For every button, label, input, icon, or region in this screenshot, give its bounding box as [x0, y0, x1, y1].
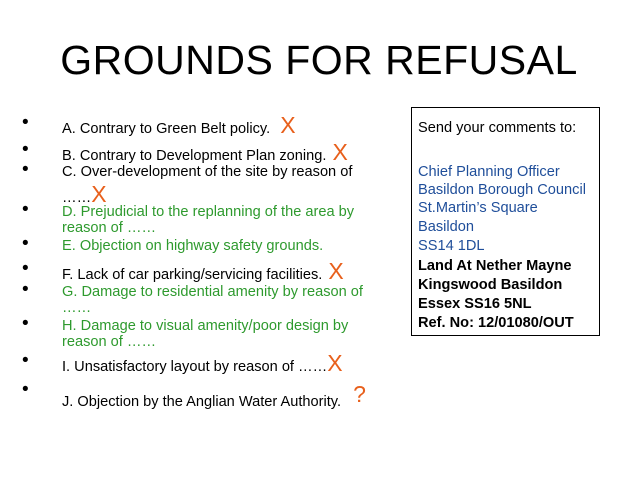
bullet-icon: • [22, 233, 29, 254]
bullet-icon: • [22, 279, 29, 300]
ground-c-line2: …… [62, 190, 92, 206]
site-line: Land At Nether Mayne [418, 258, 572, 274]
site-line: Kingswood Basildon [418, 277, 563, 293]
address-line: Chief Planning Officer [418, 164, 560, 180]
address-line: St.Martin’s Square [418, 200, 538, 216]
ground-h-line2: reason of …… [62, 334, 157, 350]
ground-a-mark: X [280, 112, 296, 138]
ground-i-mark: X [327, 350, 343, 376]
site-line: Essex SS16 5NL [418, 296, 532, 312]
ground-c-line1: C. Over-development of the site by reason of [62, 164, 353, 180]
ground-f-text: F. Lack of car parking/servicing facilities. [62, 267, 323, 283]
address-line: Basildon [418, 219, 474, 235]
reference-number: Ref. No: 12/01080/OUT [418, 315, 574, 331]
comments-box [411, 107, 600, 336]
ground-g-line2: …… [62, 300, 92, 316]
ground-a-text: A. Contrary to Green Belt policy. [62, 121, 271, 137]
ground-d-line2: reason of …… [62, 220, 157, 236]
ground-b-mark: X [332, 139, 348, 165]
page-title: GROUNDS FOR REFUSAL [60, 37, 578, 83]
ground-j-text: J. Objection by the Anglian Water Authority. [62, 394, 342, 410]
bullet-icon: • [22, 350, 29, 371]
bullet-icon: • [22, 139, 29, 160]
bullet-icon: • [22, 313, 29, 334]
ground-d-line1: D. Prejudicial to the replanning of the area by [62, 204, 355, 220]
ground-c-mark: X [91, 181, 107, 207]
bullet-icon: • [22, 258, 29, 279]
bullet-icon: • [22, 159, 29, 180]
bullet-icon: • [22, 199, 29, 220]
ground-f-mark: X [328, 258, 344, 284]
ground-i-text: I. Unsatisfactory layout by reason of …… [62, 359, 328, 375]
ground-g-line1: G. Damage to residential amenity by reason of [62, 284, 363, 300]
bullet-icon: • [22, 112, 29, 133]
address-line: SS14 1DL [418, 238, 485, 254]
comments-heading: Send your comments to: [418, 120, 577, 136]
ground-h-line1: H. Damage to visual amenity/poor design by [62, 318, 349, 334]
ground-e-text: E. Objection on highway safety grounds. [62, 238, 324, 254]
address-line: Basildon Borough Council [418, 182, 586, 198]
ground-b-text: B. Contrary to Development Plan zoning. [62, 148, 327, 164]
ground-j-mark: ? [353, 381, 366, 407]
bullet-icon: • [22, 379, 29, 400]
